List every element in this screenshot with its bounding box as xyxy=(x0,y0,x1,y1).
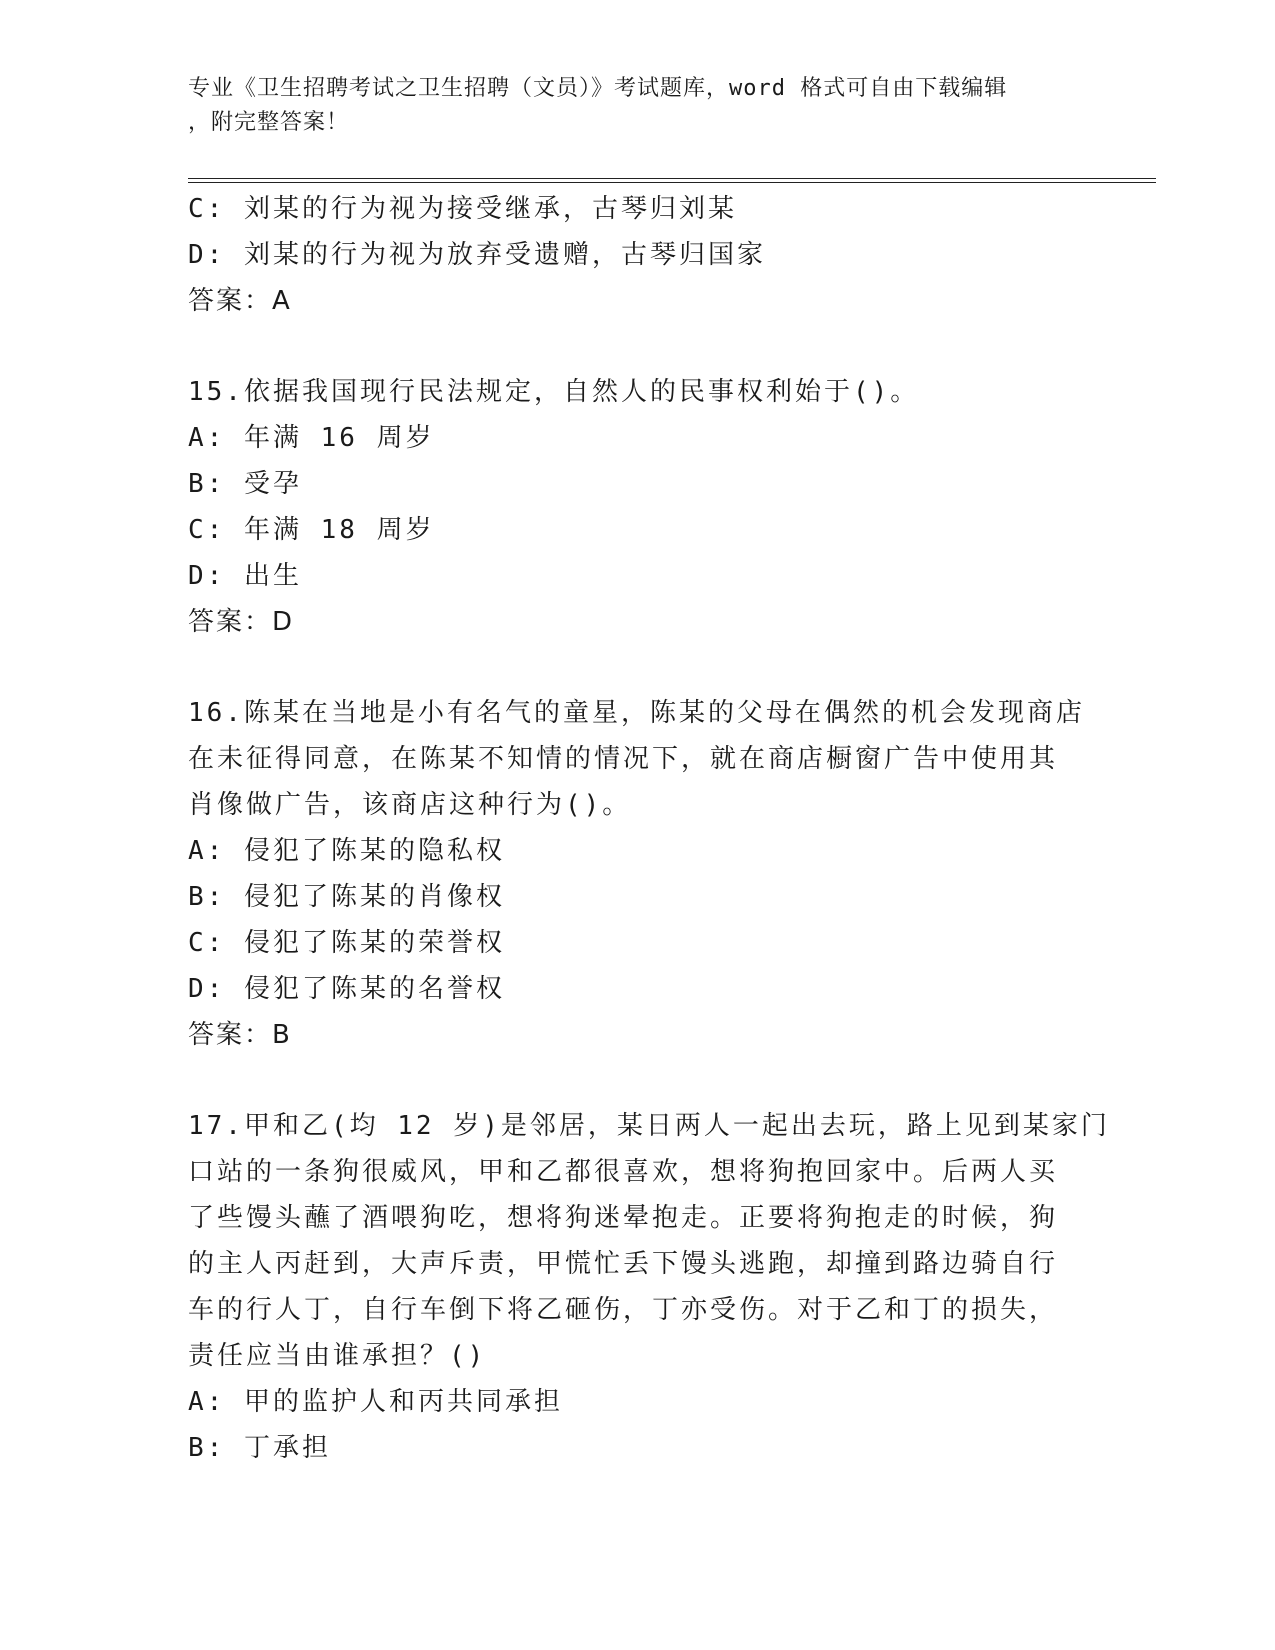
header-line-1: 专业《卫生招聘考试之卫生招聘（文员）》考试题库，word 格式可自由下载编辑 xyxy=(188,76,1008,101)
header-double-rule xyxy=(188,178,1156,183)
question-17 xyxy=(188,1103,1110,1471)
option-a: A: 侵犯了陈某的隐私权 xyxy=(188,836,505,866)
question-stem-line-3: 了些馒头蘸了酒喂狗吃，想将狗迷晕抱走。正要将狗抱走的时候，狗 xyxy=(188,1203,1059,1233)
option-d: D: 侵犯了陈某的名誉权 xyxy=(188,974,505,1004)
question-stem-line-1: 16.陈某在当地是小有名气的童星，陈某的父母在偶然的机会发现商店 xyxy=(188,698,1085,728)
header-line-2: ，附完整答案！ xyxy=(188,110,350,135)
question-stem-line-3: 肖像做广告，该商店这种行为()。 xyxy=(188,790,632,820)
option-d: D: 出生 xyxy=(188,561,302,591)
option-c: C: 侵犯了陈某的荣誉权 xyxy=(188,928,505,958)
option-b: B: 丁承担 xyxy=(188,1433,331,1463)
document-header xyxy=(188,72,1068,140)
spacer xyxy=(188,324,1088,369)
question-16 xyxy=(188,690,1088,1058)
answer-label: 答案：D xyxy=(188,607,295,637)
option-b: B: 受孕 xyxy=(188,469,302,499)
question-stem-line-4: 的主人丙赶到，大声斥责，甲慌忙丢下馒头逃跑，却撞到路边骑自行 xyxy=(188,1249,1059,1279)
question-content xyxy=(188,186,1110,1471)
spacer xyxy=(188,1058,1088,1103)
question-stem-line-2: 在未征得同意，在陈某不知情的情况下，就在商店橱窗广告中使用其 xyxy=(188,744,1059,774)
option-b: B: 侵犯了陈某的肖像权 xyxy=(188,882,505,912)
option-a: A: 甲的监护人和丙共同承担 xyxy=(188,1387,563,1417)
previous-question-tail xyxy=(188,186,1088,324)
spacer xyxy=(188,645,1088,690)
question-stem-line-1: 17.甲和乙(均 12 岁)是邻居，某日两人一起出去玩，路上见到某家门 xyxy=(188,1111,1110,1141)
question-stem: 15.依据我国现行民法规定，自然人的民事权利始于()。 xyxy=(188,377,920,407)
question-stem-line-6: 责任应当由谁承担？() xyxy=(188,1341,487,1371)
question-stem-line-5: 车的行人丁，自行车倒下将乙砸伤，丁亦受伤。对于乙和丁的损失， xyxy=(188,1295,1059,1325)
option-d: D: 刘某的行为视为放弃受遗赠，古琴归国家 xyxy=(188,240,766,270)
answer-label: 答案：A xyxy=(188,286,292,316)
option-a: A: 年满 16 周岁 xyxy=(188,423,435,453)
answer-label: 答案：B xyxy=(188,1020,292,1050)
question-stem-line-2: 口站的一条狗很威风，甲和乙都很喜欢，想将狗抱回家中。后两人买 xyxy=(188,1157,1059,1187)
question-15 xyxy=(188,369,1088,645)
option-c: C: 刘某的行为视为接受继承，古琴归刘某 xyxy=(188,194,737,224)
option-c: C: 年满 18 周岁 xyxy=(188,515,435,545)
